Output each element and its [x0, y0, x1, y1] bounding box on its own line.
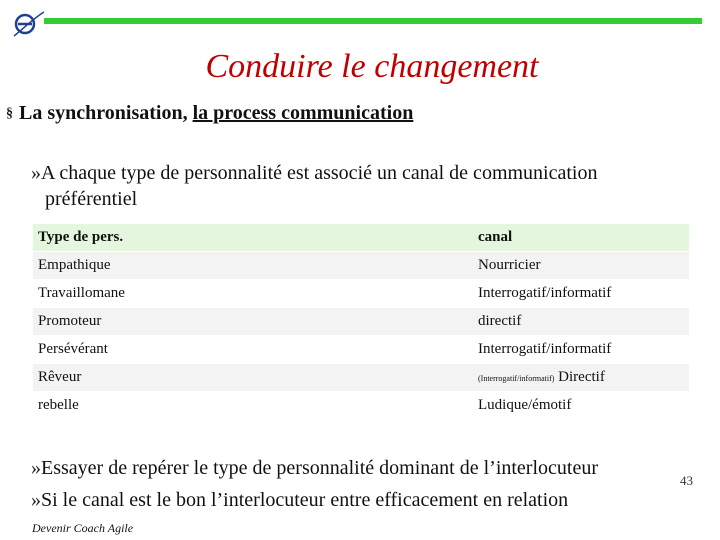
- slide-title: Conduire le changement: [205, 48, 539, 85]
- cell-type: Promoteur: [33, 308, 168, 335]
- logo-icon: [12, 8, 46, 42]
- page-number: 43: [680, 473, 693, 488]
- cell-canal: Interrogatif/informatif: [478, 341, 612, 357]
- cell-empty: [168, 308, 470, 335]
- cell-type: Rêveur: [33, 364, 168, 391]
- header-canal: canal: [470, 224, 689, 251]
- cell-canal: directif: [470, 308, 689, 335]
- section-heading: [6, 102, 413, 125]
- cell-type: Persévérant: [33, 336, 168, 363]
- cell-canal-main: Directif: [558, 369, 605, 385]
- table-row: [33, 364, 689, 391]
- table-row: [33, 336, 689, 363]
- table-row: [33, 392, 689, 419]
- cell-empty: [168, 336, 470, 363]
- cell-canal: [470, 364, 689, 391]
- bottom-line2: Si le canal est le bon l’interlocuteur entre efficacement en relation: [41, 489, 569, 511]
- point-line1: A chaque type de personnalité est associé un canal de communication: [41, 162, 598, 184]
- top-rule: [44, 18, 702, 24]
- header-type: Type de pers.: [33, 224, 168, 251]
- cell-type: Travaillomane: [33, 280, 168, 307]
- table-header-row: [33, 224, 689, 251]
- footer-text: Devenir Coach Agile: [32, 521, 134, 535]
- table-row: [33, 308, 689, 335]
- intro-point: [31, 160, 720, 212]
- cell-empty: [168, 364, 470, 391]
- cell-type: Empathique: [33, 252, 168, 279]
- bottom-line1: Essayer de repérer le type de personnalité dominant de l’interlocuteur: [41, 457, 598, 479]
- table-row: [33, 280, 689, 307]
- personality-table: [33, 223, 689, 420]
- cell-type: rebelle: [33, 392, 168, 419]
- header-mid: [168, 224, 470, 251]
- section-lead: La synchronisation,: [19, 102, 193, 124]
- bottom-marker-1: »: [31, 457, 41, 479]
- section-bullet: §: [6, 106, 13, 121]
- bottom-point-2: [31, 487, 720, 513]
- cell-canal: Ludique/émotif: [478, 397, 572, 413]
- cell-canal: Nourricier: [470, 252, 689, 279]
- bottom-marker-2: »: [31, 489, 41, 511]
- section-underlined: la process communication: [192, 102, 414, 124]
- cell-empty: [168, 280, 470, 307]
- cell-canal-small: (Interrogatif/informatif): [478, 374, 555, 383]
- cell-empty: [168, 252, 470, 279]
- cell-canal: Interrogatif/informatif: [478, 285, 612, 301]
- point-marker: »: [31, 162, 41, 184]
- point-line2: préférentiel: [45, 188, 138, 210]
- bottom-point-1: [31, 455, 720, 481]
- cell-empty: [168, 392, 470, 419]
- table-row: [33, 252, 689, 279]
